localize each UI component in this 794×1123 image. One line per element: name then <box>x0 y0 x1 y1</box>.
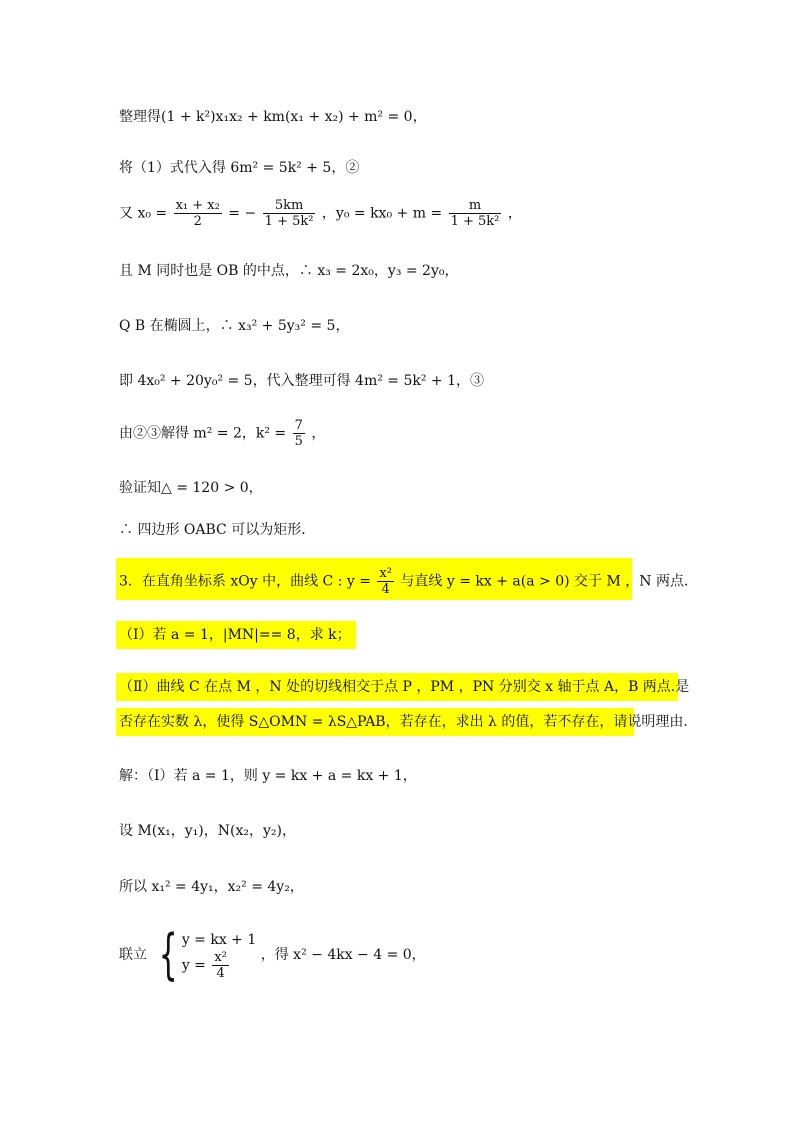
fraction-numerator: 5km <box>263 198 316 214</box>
text-segment: 与直线 y = kx + a(a > 0) 交于 M ，N 两点． <box>400 573 698 590</box>
text-line: 将（1）式代入得 6m² = 5k² + 5，② <box>119 160 360 176</box>
text-segment: = − <box>228 205 257 222</box>
text-segment: ， <box>507 205 522 222</box>
fraction-denominator: 4 <box>381 582 390 597</box>
text-line: Q B 在椭圆上，∴ x₃² + 5y₃² = 5， <box>119 318 350 334</box>
text-line: 验证知△ = 120 > 0， <box>119 480 263 496</box>
text-segment: ，y₀ = kx₀ + m = <box>321 205 443 222</box>
brace-icon: { <box>159 923 179 986</box>
text-line: ∴ 四边形 OABC 可以为矩形． <box>119 522 316 538</box>
text-line: 整理得(1 + k²)x₁x₂ + km(x₁ + x₂) + m² = 0， <box>119 109 427 125</box>
fraction-denominator: 1 + 5k² <box>264 214 314 229</box>
fraction-denominator: 1 + 5k² <box>450 214 500 229</box>
fraction <box>263 198 316 229</box>
solution-line: 设 M(x₁，y₁)，N(x₂，y₂)， <box>119 823 296 839</box>
text-line: 且 M 同时也是 OB 的中点，∴ x₃ = 2x₀，y₃ = 2y₀， <box>119 263 459 279</box>
fraction-denominator: 5 <box>294 434 303 449</box>
text-line: 即 4x₀² + 20y₀² = 5，代入整理可得 4m² = 5k² + 1，③ <box>119 373 485 389</box>
solution-line: 所以 x₁² = 4y₁，x₂² = 4y₂， <box>119 879 304 895</box>
fraction-numerator: x² <box>214 949 227 965</box>
problem-part-1: （Ⅰ）若 a = 1，|MN|== 8，求 k； <box>119 627 351 643</box>
text-segment: ，得 x² − 4kx − 4 = 0， <box>260 947 426 963</box>
fraction <box>293 418 305 449</box>
fraction <box>174 198 222 229</box>
text-line-fraction <box>119 418 325 449</box>
equation-system <box>151 923 257 986</box>
problem-part-2-cont: 否存在实数 λ，使得 S△OMN = λS△PAB，若存在，求出 λ 的值，若不存在，请说明理由． <box>119 714 698 730</box>
problem-part-2: （Ⅱ）曲线 C 在点 M ，N 处的切线相交于点 P ，PM ，PN 分别交 x 轴于点 A，B 两点.是 <box>119 679 690 695</box>
text-line-fractions <box>119 198 522 229</box>
text-segment: 3．在直角坐标系 xOy 中，曲线 C : y = <box>119 573 371 590</box>
system-row: y = kx + 1 <box>181 931 257 948</box>
fraction-numerator: m <box>449 198 502 214</box>
text-segment: 联立 <box>119 947 147 963</box>
text-segment: ， <box>311 425 326 442</box>
problem-statement <box>119 566 698 597</box>
solution-line: 解：（Ⅰ）若 a = 1，则 y = kx + a = kx + 1， <box>119 768 417 784</box>
fraction-denominator: 2 <box>193 214 202 229</box>
fraction-denominator: 4 <box>216 965 225 981</box>
text-segment: 又 x₀ = <box>119 205 168 222</box>
fraction <box>212 950 229 981</box>
fraction-numerator: x² <box>379 566 392 581</box>
fraction-numerator: 7 <box>294 418 303 433</box>
fraction <box>377 566 394 597</box>
text-segment: y = <box>181 957 206 973</box>
system-row <box>182 950 256 981</box>
fraction-numerator: x₁ + x₂ <box>175 198 220 213</box>
fraction <box>449 198 502 229</box>
text-segment: 由②③解得 m² = 2，k² = <box>119 425 287 442</box>
solution-system <box>119 923 426 986</box>
